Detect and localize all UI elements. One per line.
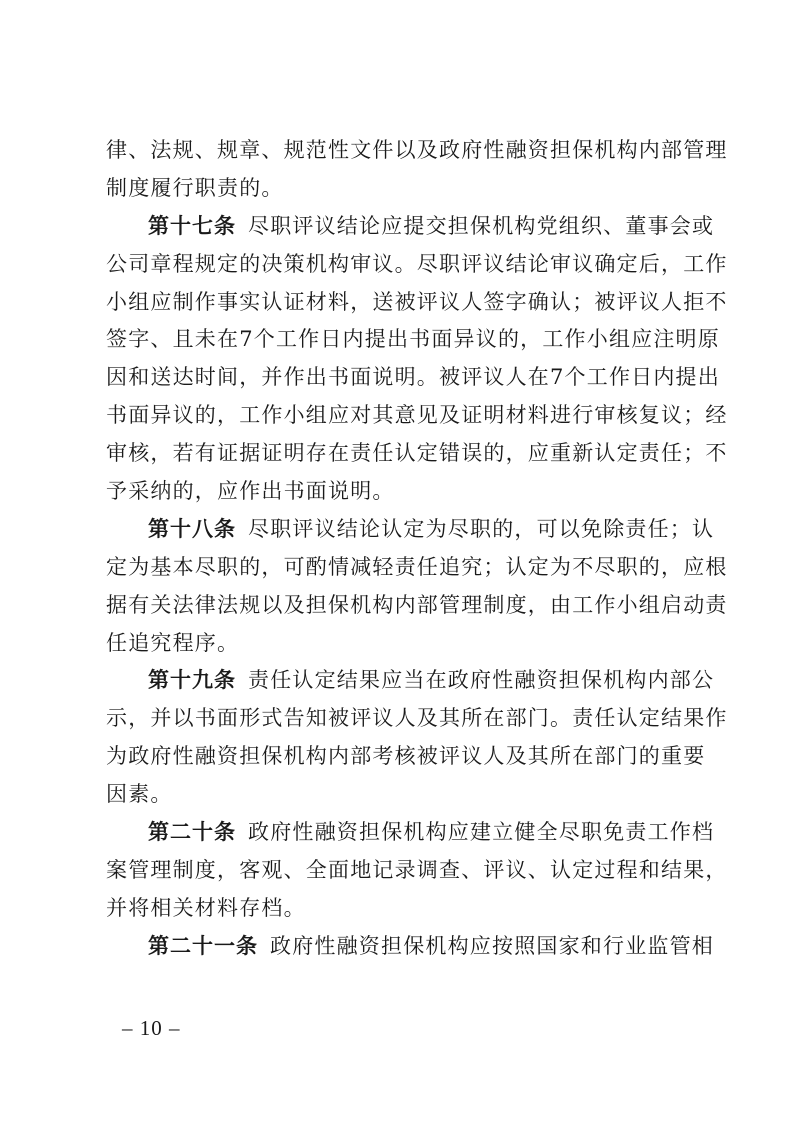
line-text: 小组应制作事实认证材料，送被评议人签字确认；被评议人拒不 <box>106 289 728 314</box>
article-line <box>106 208 715 246</box>
text-line <box>106 359 720 397</box>
text-line <box>106 852 728 890</box>
line-text: 政府性融资担保机构应按照国家和行业监管相 <box>270 933 714 958</box>
text-line <box>106 397 728 435</box>
document-body <box>106 132 728 966</box>
line-text: 为政府性融资担保机构内部考核被评议人及其所在部门的重要 <box>106 744 706 769</box>
line-text: 案管理制度，客观、全面地记录调查、评议、认定过程和结果， <box>106 857 728 882</box>
line-text: 律、法规、规章、规范性文件以及政府性融资担保机构内部管理 <box>106 138 728 162</box>
line-text: 尽职评议结论应提交担保机构党组织、董事会或 <box>248 213 715 238</box>
page-number: – 10 – <box>122 1016 181 1040</box>
line-text: 并将相关材料存档。 <box>106 895 306 920</box>
text-line <box>106 435 728 473</box>
line-text: 制度履行职责的。 <box>106 175 284 200</box>
text-line <box>106 473 692 511</box>
line-text: 定为基本尽职的，可酌情减轻责任追究；认定为不尽职的，应根 <box>106 554 728 579</box>
text-line <box>106 776 692 814</box>
text-line <box>106 246 728 284</box>
article-title: 第十七条 <box>148 213 236 238</box>
text-line <box>106 132 728 170</box>
text-line <box>106 549 728 587</box>
line-text: 因和送达时间，并作出书面说明。被评议人在7个工作日内提出 <box>106 365 720 390</box>
line-text: 书面异议的，工作小组应对其意见及证明材料进行审核复议；经 <box>106 403 728 428</box>
line-text: 审核，若有证据证明存在责任认定错误的，应重新认定责任；不 <box>106 441 728 466</box>
text-line <box>106 738 706 776</box>
text-line <box>106 170 692 208</box>
text-line <box>106 625 692 663</box>
article-title: 第二十一条 <box>148 933 258 958</box>
article-title: 第十八条 <box>148 516 236 541</box>
text-line <box>106 284 728 322</box>
line-text: 予采纳的，应作出书面说明。 <box>106 479 395 504</box>
article-title: 第二十条 <box>148 820 236 845</box>
article-line <box>106 928 714 966</box>
text-line <box>106 321 720 359</box>
line-text: 政府性融资担保机构应建立健全尽职免责工作档 <box>248 820 715 845</box>
line-text: 签字、且未在7个工作日内提出书面异议的，工作小组应注明原 <box>106 327 720 352</box>
line-text: 因素。 <box>106 782 173 807</box>
article-line <box>106 662 715 700</box>
line-text: 任追究程序。 <box>106 630 240 655</box>
article-line <box>106 814 715 852</box>
line-text: 示，并以书面形式告知被评议人及其所在部门。责任认定结果作 <box>106 706 728 731</box>
line-text: 责任认定结果应当在政府性融资担保机构内部公 <box>248 668 715 693</box>
line-text: 公司章程规定的决策机构审议。尽职评议结论审议确定后，工作 <box>106 251 728 276</box>
article-title: 第十九条 <box>148 668 236 693</box>
text-line <box>106 890 692 928</box>
text-line <box>106 700 728 738</box>
line-text: 尽职评议结论认定为尽职的，可以免除责任；认 <box>248 516 715 541</box>
line-text: 据有关法律法规以及担保机构内部管理制度，由工作小组启动责 <box>106 592 728 617</box>
text-line <box>106 587 728 625</box>
article-line <box>106 511 715 549</box>
